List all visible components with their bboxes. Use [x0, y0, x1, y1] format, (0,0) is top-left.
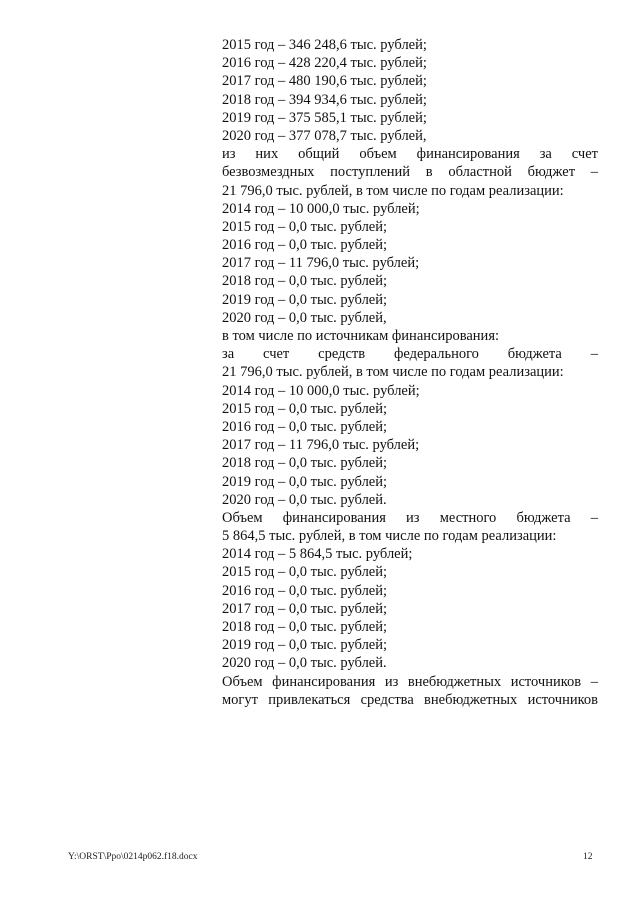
- word: средства: [360, 691, 414, 708]
- text-line: 21 796,0 тыс. рублей, в том числе по годам реализации:: [222, 182, 564, 199]
- word: –: [590, 164, 598, 181]
- word: за: [539, 146, 552, 163]
- text-line: 2017 год – 11 796,0 тыс. рублей;: [222, 437, 420, 454]
- word: из: [222, 146, 236, 163]
- footer-page-number: 12: [583, 852, 593, 862]
- text-line: 2014 год – 10 000,0 тыс. рублей;: [222, 200, 420, 217]
- text-line: 2018 год – 0,0 тыс. рублей;: [222, 455, 388, 472]
- text-line: 2014 год – 5 864,5 тыс. рублей;: [222, 546, 413, 563]
- text-line: 2017 год – 480 190,6 тыс. рублей;: [222, 73, 427, 90]
- document-body-text: [222, 36, 598, 709]
- word: счет: [571, 146, 598, 163]
- text-line: 2020 год – 0,0 тыс. рублей.: [222, 491, 387, 508]
- justified-text-line: [222, 509, 598, 527]
- justified-text-line: [222, 163, 598, 181]
- word: финансирования: [272, 673, 376, 690]
- text-line: 2016 год – 0,0 тыс. рублей;: [222, 582, 388, 599]
- text-line: 2016 год – 0,0 тыс. рублей;: [222, 237, 388, 254]
- footer-file-path: Y:\ORST\Ppo\0214p062.f18.docx: [68, 852, 198, 862]
- word: источников: [510, 673, 582, 690]
- word: за: [222, 346, 235, 363]
- text-line: в том числе по источникам финансирования:: [222, 328, 500, 344]
- word: бюджета: [516, 509, 571, 526]
- text-line: 2020 год – 0,0 тыс. рублей,: [222, 309, 387, 326]
- word: –: [590, 509, 598, 526]
- text-line: 2016 год – 0,0 тыс. рублей;: [222, 418, 388, 435]
- justified-text-line: [222, 673, 598, 691]
- word: –: [590, 346, 598, 363]
- justified-text-line: [222, 691, 598, 709]
- text-line: 2018 год – 394 934,6 тыс. рублей;: [222, 91, 427, 108]
- text-line: 2019 год – 375 585,1 тыс. рублей;: [222, 109, 427, 126]
- text-line: 2016 год – 428 220,4 тыс. рублей;: [222, 55, 427, 72]
- word: общий: [298, 146, 340, 163]
- word: внебюджетных: [407, 673, 502, 690]
- word: бюджет: [527, 164, 576, 181]
- text-line: 2019 год – 0,0 тыс. рублей;: [222, 291, 388, 308]
- justified-text-line: [222, 345, 598, 363]
- word: Объем: [222, 509, 263, 526]
- word: источников: [527, 691, 598, 708]
- word: в: [425, 164, 433, 181]
- text-line: 2015 год – 0,0 тыс. рублей;: [222, 564, 388, 581]
- word: федерального: [393, 346, 479, 363]
- text-line: 2019 год – 0,0 тыс. рублей;: [222, 473, 388, 490]
- word: из: [384, 673, 399, 690]
- word: привлекаться: [268, 691, 351, 708]
- text-line: 21 796,0 тыс. рублей, в том числе по годам реализации:: [222, 364, 564, 381]
- text-line: 5 864,5 тыс. рублей, в том числе по годам реализации:: [222, 528, 557, 545]
- text-line: 2017 год – 11 796,0 тыс. рублей;: [222, 255, 420, 272]
- word: Объем: [222, 673, 263, 690]
- text-line: 2015 год – 346 248,6 тыс. рублей;: [222, 37, 427, 53]
- text-line: 2020 год – 0,0 тыс. рублей.: [222, 655, 387, 672]
- text-line: 2015 год – 0,0 тыс. рублей;: [222, 218, 388, 235]
- word: из: [406, 509, 420, 526]
- word: внебюджетных: [424, 691, 518, 708]
- text-line: 2017 год – 0,0 тыс. рублей;: [222, 600, 388, 617]
- justified-text-line: [222, 145, 598, 163]
- word: могут: [222, 691, 258, 708]
- word: безвозмездных: [222, 164, 315, 181]
- text-line: 2020 год – 377 078,7 тыс. рублей,: [222, 127, 427, 144]
- text-line: 2018 год – 0,0 тыс. рублей;: [222, 273, 388, 290]
- word: областной: [448, 164, 512, 181]
- word: –: [590, 673, 598, 690]
- text-line: 2015 год – 0,0 тыс. рублей;: [222, 400, 388, 417]
- word: них: [255, 146, 279, 163]
- word: средств: [318, 346, 366, 363]
- text-line: 2018 год – 0,0 тыс. рублей;: [222, 619, 388, 635]
- word: бюджета: [507, 346, 562, 363]
- word: счет: [263, 346, 290, 363]
- word: поступлений: [330, 164, 411, 181]
- text-line: 2014 год – 10 000,0 тыс. рублей;: [222, 382, 420, 399]
- text-line: 2019 год – 0,0 тыс. рублей;: [222, 637, 388, 654]
- word: финансирования: [282, 509, 386, 526]
- word: местного: [439, 509, 497, 526]
- word: объем: [359, 146, 397, 163]
- word: финансирования: [416, 146, 520, 163]
